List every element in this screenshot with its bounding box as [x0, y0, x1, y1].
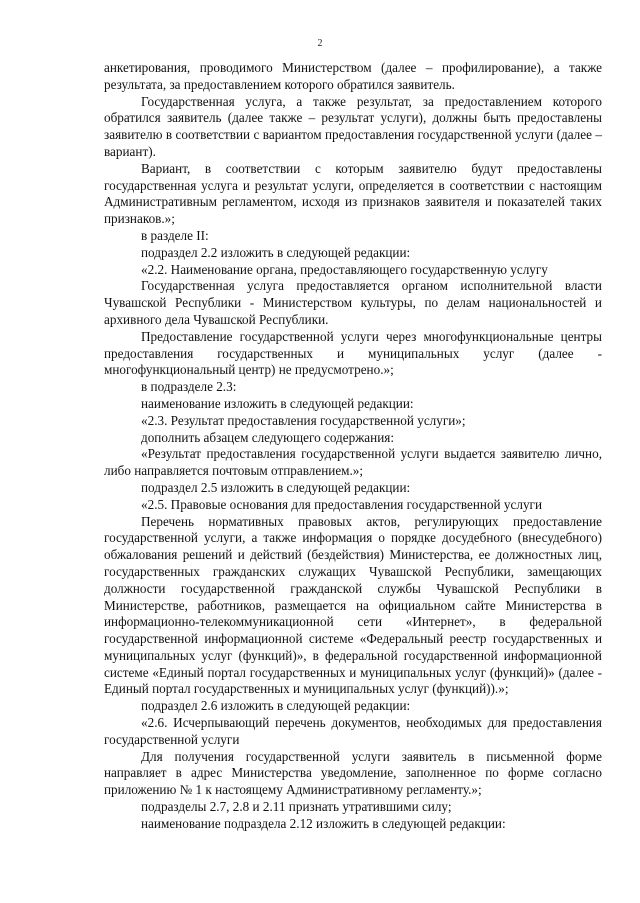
paragraph: Для получения государственной услуги заявитель в письменной форме направляет в адрес Министерства уведомление, заполненное по форме согласно приложению № 1 к настоящему Административному регламенту.»; [104, 748, 602, 798]
paragraph: наименование изложить в следующей редакции: [141, 395, 414, 411]
paragraph: Предоставление государственной услуги через многофункциональные центры предоставления государственных и муниципальных услуг (далее - многофункциональный центр) не предусмотрено.»; [104, 328, 602, 378]
document-body [104, 60, 602, 833]
paragraph: подразделы 2.7, 2.8 и 2.11 признать утратившими силу; [141, 799, 452, 815]
paragraph: подраздел 2.2 изложить в следующей редакции: [141, 244, 411, 260]
paragraph: Перечень нормативных правовых актов, регулирующих предоставление государственной услуги, а также информация о порядке досудебного (внесудебного) обжалования решений и действий (бездействия) Министерства, ее должностных лиц, государственных гражданских служащих Чувашской Республики, замещающих должности государственной гражданской службы Чувашской Республики в Министерстве, работников, размещается на официальном сайте Министерства в информационно-телекоммуникационной сети «Интернет», в федеральной государственной информационной системе «Федеральный реестр государственных и муниципальных услуг (функций)», в федеральной государственной информационной системе «Единый портал государственных и муниципальных услуг (функций)» (далее - Единый портал государственных и муниципальных услуг (функций)).»; [104, 513, 602, 697]
paragraph: в подразделе 2.3: [141, 379, 237, 395]
paragraph: наименование подраздела 2.12 изложить в следующей редакции: [141, 815, 506, 831]
paragraph: «2.2. Наименование органа, предоставляющего государственную услугу [141, 261, 548, 277]
page-number: 2 [317, 38, 323, 49]
paragraph: «2.3. Результат предоставления государственной услуги»; [141, 412, 466, 428]
paragraph: подраздел 2.6 изложить в следующей редакции: [141, 698, 411, 714]
paragraph: Государственная услуга предоставляется органом исполнительной власти Чувашской Республики - Министерством культуры, по делам национальностей и архивного дела Чувашской Республики. [104, 278, 602, 327]
paragraph: Вариант, в соответствии с которым заявителю будут предоставлены государственная услуга и результат услуги, определяется в соответствии с настоящим Административным регламентом, исходя из признаков заявителя и показателей таких признаков.»; [104, 160, 602, 227]
paragraph: в разделе II: [141, 227, 209, 243]
paragraph: подраздел 2.5 изложить в следующей редакции: [141, 479, 411, 495]
paragraph: «2.6. Исчерпывающий перечень документов, необходимых для предоставления государственной услуги [104, 715, 602, 747]
paragraph: анкетирования, проводимого Министерством (далее – профилирование), а также результата, за предоставлением которого обратился заявитель. [104, 60, 602, 92]
paragraph: «2.5. Правовые основания для предоставления государственной услуги [141, 496, 543, 512]
paragraph: дополнить абзацем следующего содержания: [141, 429, 395, 445]
paragraph: «Результат предоставления государственной услуги выдается заявителю лично, либо направляется почтовым отправлением.»; [104, 446, 602, 479]
paragraph: Государственная услуга, а также результат, за предоставлением которого обратился заявитель (далее также – результат услуги), должны быть предоставлены заявителю в соответствии с вариантом предоставления государственной услуги (далее – вариант). [104, 93, 602, 159]
